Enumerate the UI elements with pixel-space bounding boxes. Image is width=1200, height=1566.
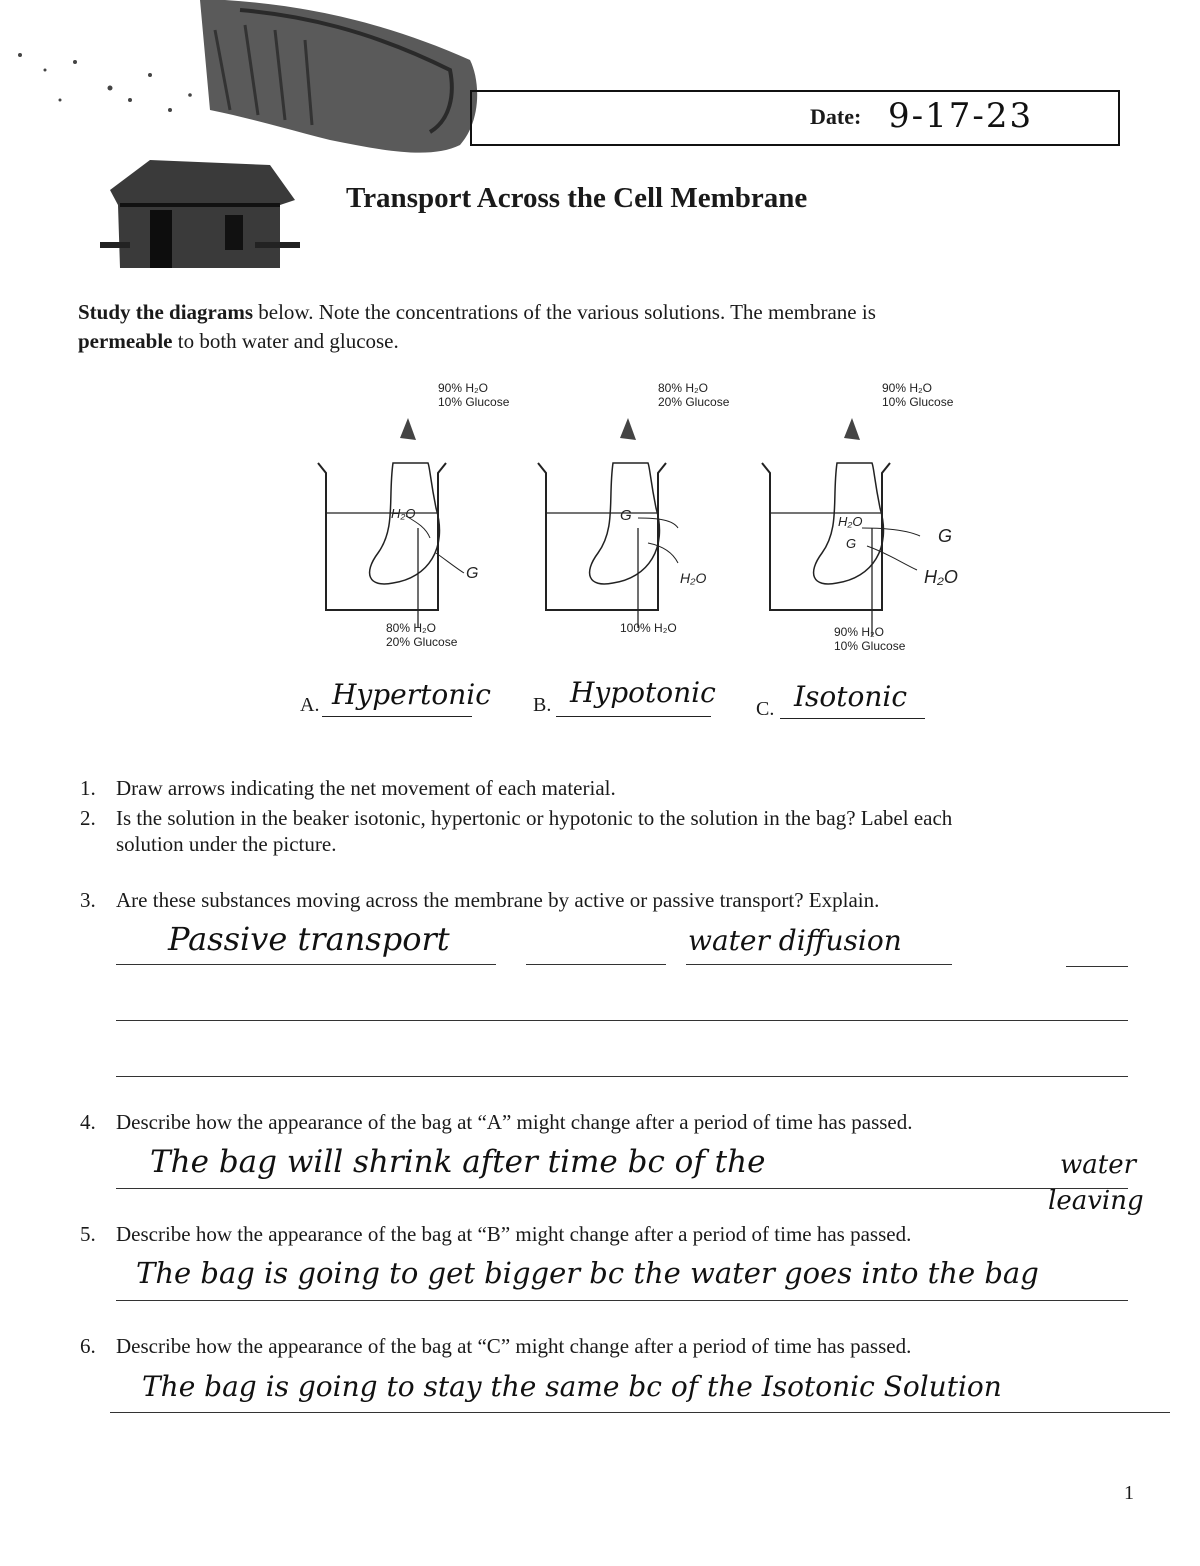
note-c-inside-2: G (846, 536, 857, 551)
q3-line-1b[interactable] (526, 964, 666, 965)
answer-a-line[interactable] (322, 678, 491, 717)
q4-num: 4. (80, 1110, 96, 1134)
q3-answer-1: Passive transport (168, 920, 450, 958)
beaker-a (318, 381, 510, 649)
answer-c-letter: C. (756, 698, 775, 720)
note-c-outside-1: G (938, 526, 953, 546)
bag-c-top-2: 10% Glucose (882, 395, 954, 409)
question-1-2 (80, 774, 1130, 864)
intro-text (78, 298, 1078, 356)
beaker-a-1: 80% H₂O (386, 621, 437, 635)
q5-answer: The bag is going to get bigger bc the water goes into the bag (136, 1256, 1039, 1290)
q2-num: 2. (80, 806, 96, 830)
answer-a-letter: A. (300, 694, 320, 716)
note-c-outside-2: H₂O (924, 567, 958, 587)
bag-b-top-2: 20% Glucose (658, 395, 730, 409)
answer-b: Hypotonic (570, 676, 716, 709)
q3-line-3[interactable] (116, 1076, 1128, 1077)
q1-text: Draw arrows indicating the net movement of each material. (116, 776, 616, 800)
q2-text: Is the solution in the beaker isotonic, hypertonic or hypotonic to the solution in the bag? Label each (116, 806, 953, 830)
beaker-c (762, 381, 958, 653)
answer-c: Isotonic (794, 680, 908, 713)
bag-b-tie (620, 418, 636, 440)
bag-a-top-2: 10% Glucose (438, 395, 510, 409)
beaker-c-1: 90% H₂O (834, 625, 885, 639)
bag-a-tie (400, 418, 416, 440)
date-value: 9-17-23 (888, 96, 1034, 136)
q5-line[interactable] (116, 1300, 1128, 1301)
q3-text: Are these substances moving across the membrane by active or passive transport? Explain. (116, 888, 880, 912)
q3-num: 3. (80, 888, 96, 912)
question-5 (80, 1220, 1130, 1250)
question-6 (80, 1332, 1130, 1362)
question-4 (80, 1108, 1130, 1138)
beaker-b (538, 381, 730, 635)
bag-a-top-1: 90% H₂O (438, 381, 489, 395)
q3-answer-2: water diffusion (688, 924, 902, 957)
bag-c-top-1: 90% H₂O (882, 381, 933, 395)
q2-text-2: solution under the picture. (116, 832, 337, 856)
q1-num: 1. (80, 776, 96, 800)
q4-line[interactable] (116, 1188, 1128, 1189)
page-title: Transport Across the Cell Membrane (346, 182, 808, 214)
q6-answer: The bag is going to stay the same bc of the Isotonic Solution (142, 1370, 1002, 1403)
bag-c-tie (844, 418, 860, 440)
intro-text-1: below. Note the concentrations of the various solutions. The membrane is (253, 300, 876, 324)
note-b-inside: G (620, 507, 632, 524)
q6-num: 6. (80, 1334, 96, 1358)
q3-line-2[interactable] (116, 1020, 1128, 1021)
note-b-outside: H₂O (680, 570, 707, 586)
q3-line-1d[interactable] (1066, 966, 1128, 967)
page-number: 1 (1124, 1482, 1134, 1504)
intro-bold-2: permeable (78, 329, 173, 353)
answer-a: Hypertonic (332, 678, 491, 711)
beaker-diagrams (300, 378, 1000, 668)
note-a-outside: G (466, 565, 479, 582)
beaker-c-2: 10% Glucose (834, 639, 906, 653)
q4-answer-wrap: leaving (1048, 1186, 1144, 1216)
logo-illustration (0, 0, 480, 290)
intro-text-2: to both water and glucose. (172, 329, 399, 353)
beaker-b-1: 100% H₂O (620, 621, 677, 635)
q3-line-1c[interactable] (686, 964, 952, 965)
answer-b-line[interactable] (556, 676, 716, 717)
q4-answer-end: water (1060, 1150, 1137, 1180)
q6-line[interactable] (110, 1412, 1170, 1413)
answer-b-letter: B. (533, 694, 552, 716)
q4-text: Describe how the appearance of the bag at “A” might change after a period of time has passed. (116, 1110, 913, 1134)
q3-line-1a[interactable] (116, 964, 496, 965)
q5-num: 5. (80, 1222, 96, 1246)
note-a-inside: H₂O (391, 506, 416, 521)
beaker-a-2: 20% Glucose (386, 635, 458, 649)
answer-c-line[interactable] (780, 680, 925, 719)
intro-bold-1: Study the diagrams (78, 300, 254, 324)
q6-text: Describe how the appearance of the bag at “C” might change after a period of time has passed. (116, 1334, 912, 1358)
note-c-inside-1: H₂O (838, 514, 863, 529)
date-label: Date: (810, 104, 862, 129)
q5-text: Describe how the appearance of the bag at “B” might change after a period of time has passed. (116, 1222, 912, 1246)
question-3 (80, 886, 1130, 916)
q4-answer: The bag will shrink after time bc of the (150, 1144, 766, 1180)
hut-icon (100, 160, 300, 268)
bag-b-top-1: 80% H₂O (658, 381, 709, 395)
